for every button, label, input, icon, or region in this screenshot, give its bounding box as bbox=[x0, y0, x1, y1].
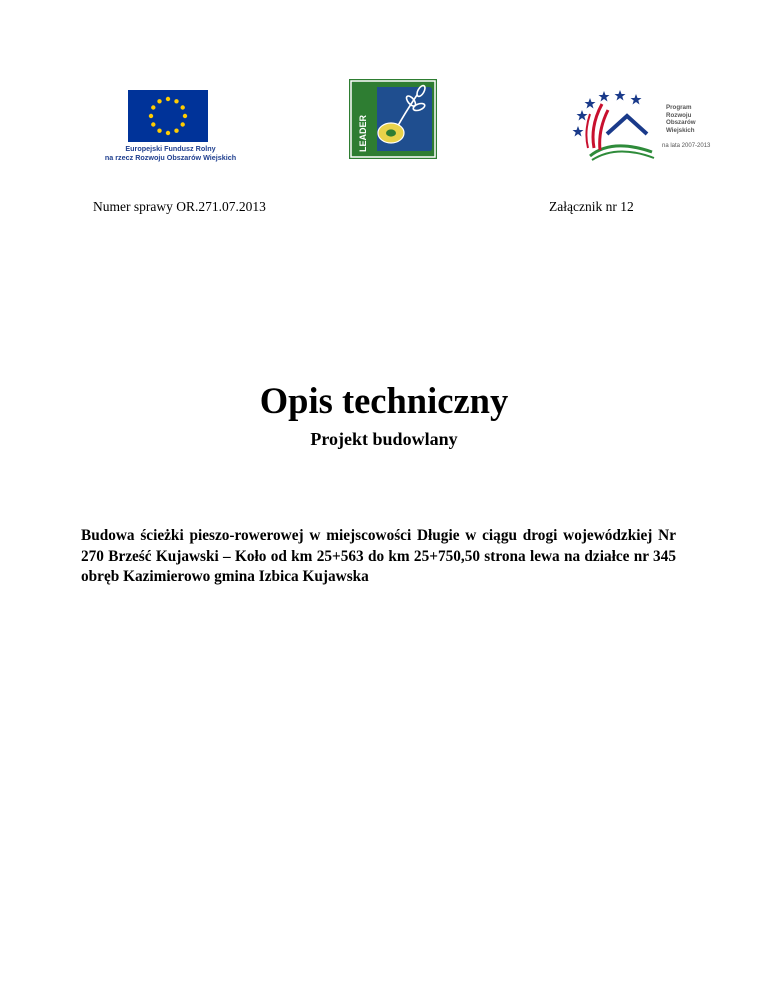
project-description: Budowa ścieżki pieszo-rowerowej w miejscowości Długie w ciągu drogi wojewódzkiej Nr 270 Brześć Kujawski – Koło od km 25+563 do km 25+750,50 strona lewa na działce nr 345 obręb Kazimierowo gmina Izbica Kujawska bbox=[81, 527, 676, 585]
prow-line-1: Program bbox=[666, 104, 692, 111]
document-title: Opis techniczny bbox=[259, 380, 509, 421]
eu-logo bbox=[93, 84, 248, 166]
prow-years-label: na lata 2007-2013 bbox=[662, 143, 711, 149]
eu-fund-label-line1: Europejski Fundusz Rolny bbox=[125, 144, 216, 153]
case-number: Numer sprawy OR.271.07.2013 bbox=[93, 199, 266, 214]
attachment-number: Załącznik nr 12 bbox=[549, 199, 634, 214]
prow-logo bbox=[572, 86, 711, 161]
leader-emblem-icon bbox=[349, 79, 437, 159]
prow-line-3: Obszarów bbox=[666, 119, 696, 127]
document-subtitle: Projekt budowlany bbox=[310, 429, 458, 449]
eu-fund-label-line2: na rzecz Rozwoju Obszarów Wiejskich bbox=[104, 153, 237, 162]
leader-logo bbox=[349, 79, 437, 159]
prow-line-4: Wiejskich bbox=[666, 126, 695, 134]
eu-fund-label bbox=[93, 144, 248, 162]
prow-emblem-icon bbox=[572, 86, 664, 161]
eu-flag-icon bbox=[128, 90, 208, 142]
prow-line-2: Rozwoju bbox=[666, 111, 692, 119]
leader-vertical-text: LEADER bbox=[358, 114, 368, 152]
prow-program-label bbox=[666, 104, 706, 134]
